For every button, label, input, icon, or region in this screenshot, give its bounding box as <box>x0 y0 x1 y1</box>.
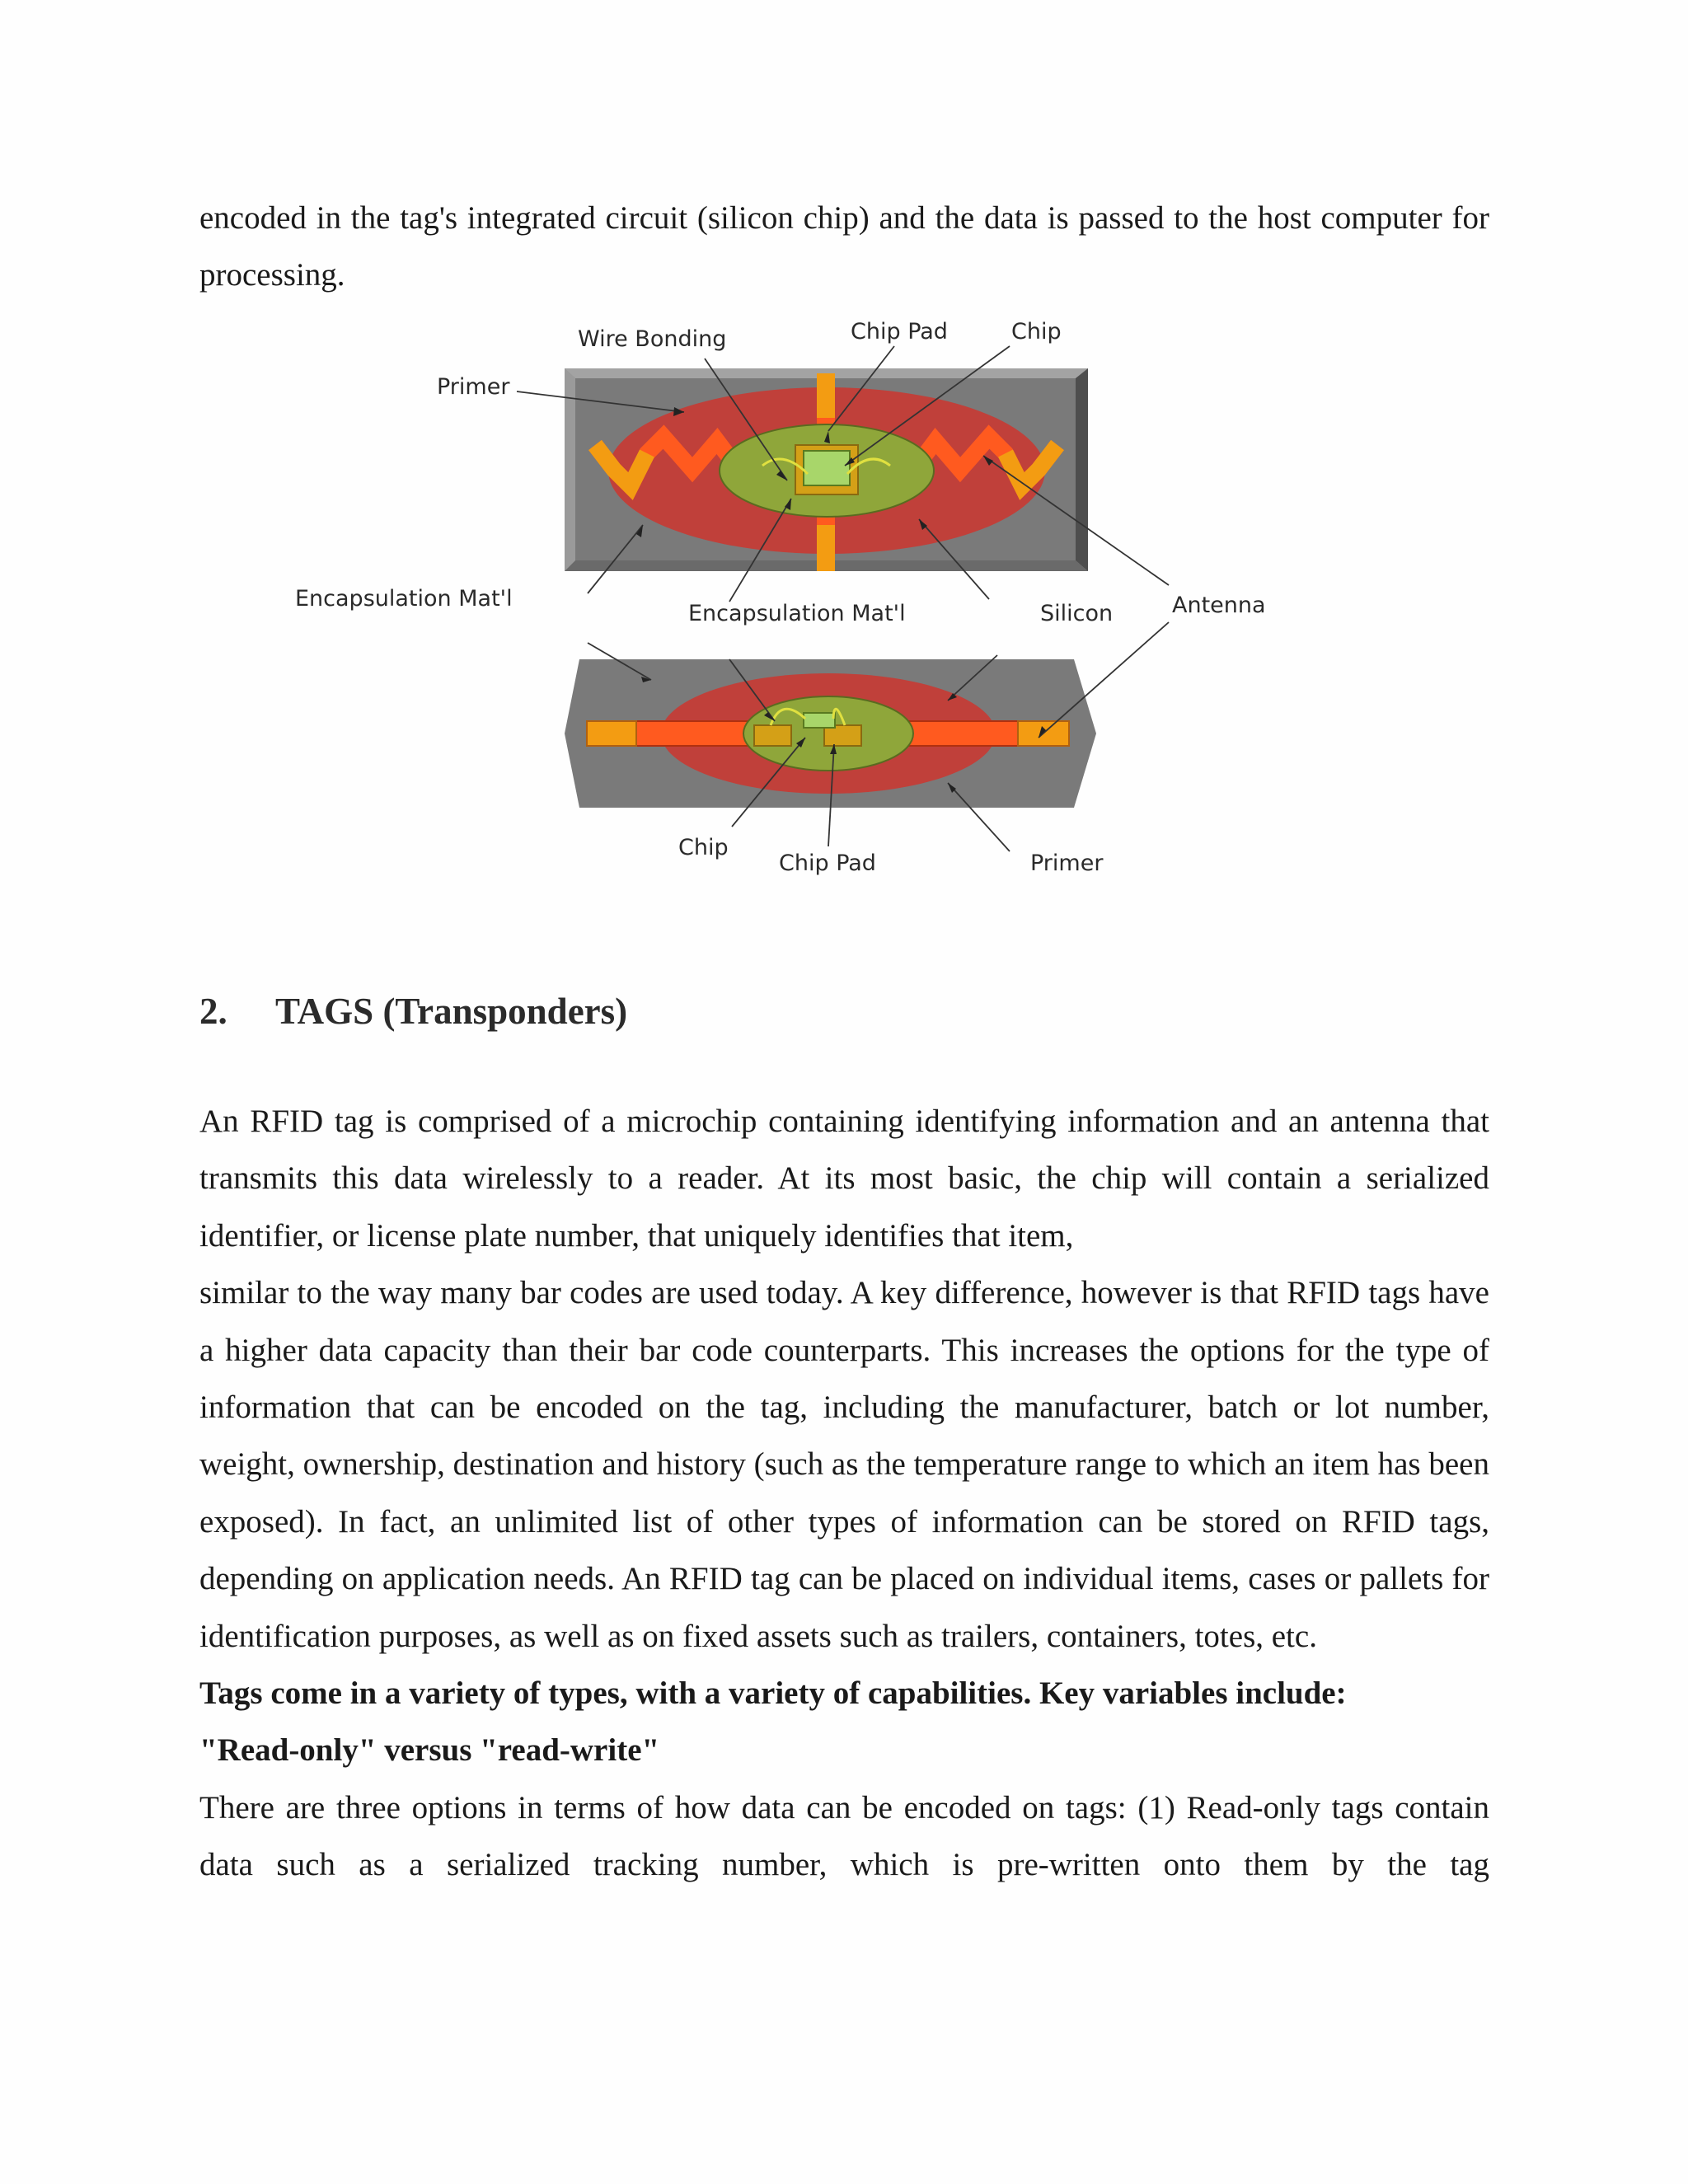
bold-line-1: Tags come in a variety of types, with a variety of capabilities. Key variables include: <box>199 1675 1347 1712</box>
label-silicon: Silicon <box>1040 601 1114 626</box>
label-encapsulation-left: Encapsulation Mat'l <box>295 586 513 612</box>
label-encapsulation-center: Encapsulation Mat'l <box>688 601 906 626</box>
bold-line-2: "Read-only" versus "read-write" <box>199 1732 660 1769</box>
label-chip-top: Chip <box>1011 319 1062 344</box>
paragraph-1: An RFID tag is comprised of a microchip containing identifying information and an antenna that transmits this data wirelessly to a reader. At its most basic, the chip will contain a serialized identifier, or license plate number, that uniquely identifies that item, <box>199 1104 1489 1254</box>
label-chip-pad-bottom: Chip Pad <box>779 851 876 876</box>
intro-paragraph <box>199 190 1489 304</box>
section-title: TAGS (Transponders) <box>275 991 628 1032</box>
top-view-tag <box>565 368 1088 571</box>
label-primer-bottom: Primer <box>1030 851 1104 876</box>
section-body <box>199 1093 1489 1894</box>
paragraph-2: similar to the way many bar codes are used today. A key difference, however is that RFID tags have a higher data capacity than their bar code counterparts. This increases the options for the type of information that can be encoded on the tag, including the manufacturer, batch or lot number, weight, ownership, destination and history (such as the temperature range to which an item has been exposed). In fact, an unlimited list of other types of information can be stored on RFID tags, depending on application needs. An RFID tag can be placed on individual items, cases or pallets for identification purposes, as well as on fixed assets such as trailers, containers, totes, etc. <box>199 1275 1489 1654</box>
label-wire-bonding: Wire Bonding <box>578 326 727 352</box>
intro-text: encoded in the tag's integrated circuit (silicon chip) and the data is passed to the host computer for processing. <box>199 200 1489 293</box>
rfid-tag-diagram <box>280 309 1302 886</box>
chip-top <box>804 451 850 485</box>
label-primer-top: Primer <box>437 374 510 400</box>
paragraph-3: There are three options in terms of how data can be encoded on tags: (1) Read-only tags contain data such as a serialized tracking number, which is pre-written onto them by the tag <box>199 1789 1489 1883</box>
label-chip-pad-top: Chip Pad <box>851 319 948 344</box>
section-heading <box>199 982 627 1040</box>
label-antenna: Antenna <box>1172 593 1266 618</box>
label-chip-bottom: Chip <box>678 835 729 860</box>
chip-side <box>804 713 835 728</box>
section-number: 2. <box>199 991 227 1032</box>
